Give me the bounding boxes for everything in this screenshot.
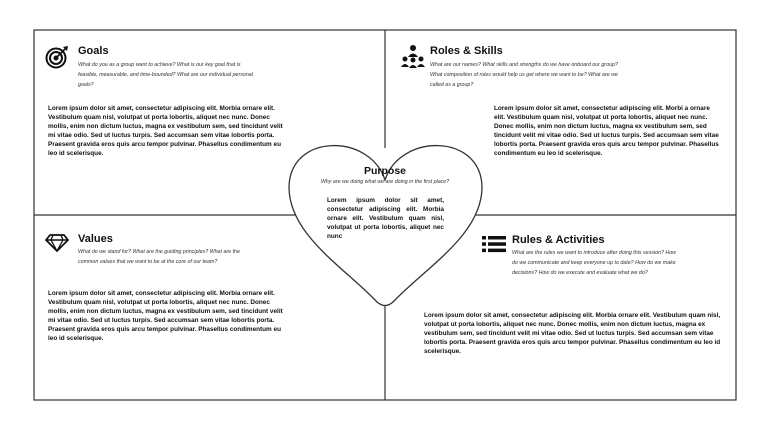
values-title: Values	[78, 233, 113, 245]
goals-title: Goals	[78, 45, 109, 57]
rules-title: Rules & Activities	[512, 234, 605, 246]
target-icon	[45, 45, 69, 69]
roles-body: Lorem ipsum dolor sit amet, consectetur adipiscing elit. Morbi a ornare elit. Vestibulum quam nisl, volutpat ut porta lobortis, aliquet nec nunc. Donec mollis, enim non dictum luctus, magna ex vestibulum sem, sed tincidunt velit mi vitae odio. Sed ut luctus turpis. Sed accumsan sem vitae lobortis porta. Praesent gravida eros quis arcu tempor pulvinar. Phasellus condimentum eu leo id scelerisque.	[494, 105, 719, 158]
goals-body: Lorem ipsum dolor sit amet, consectetur adipiscing elit. Morbia ornare elit. Vestibulum quam nisl, volutpat ut porta lobortis, aliquet nec nunc. Donec mollis, enim non dictum luctus, magna ex vestibulum sem, sed tincidunt velit mi vitae odio. Sed ut luctus turpis. Sed accumsan sem vitae lobortis porta. Praesent gravida eros quis arcu tempor pulvinar. Phasellus condimentum eu leo id scelerisque.	[48, 105, 283, 158]
values-body: Lorem ipsum dolor sit amet, consectetur adipiscing elit. Morbia ornare elit. Vestibulum quam nisl, volutpat ut porta lobortis, aliquet nec nunc. Donec mollis, enim non dictum luctus, magna ex vestibulum sem, sed tincidunt velit mi vitae odio. Sed ut luctus turpis. Sed accumsan sem vitae lobortis porta. Praesent gravida eros quis arcu tempor pulvinar. Phasellus condimentum eu leo id scelerisque.	[48, 290, 283, 343]
team-icon	[401, 44, 425, 70]
purpose-body: Lorem ipsum dolor sit amet, consectetur adipiscing elit. Morbia ornare elit. Vestibulum quam nisl, volutpat ut porta lobortis, aliquet nec nunc	[327, 197, 444, 241]
rules-prompt: What are the rules we want to introduce after doing this session? How do we communicate and keep everyone up to date? How do we make decisions? How do we execute and evaluate what we do?	[512, 250, 676, 277]
roles-prompt: What are our names? What skills and strengths do we have onboard our group? What composition of roles would help us get where we want to be? What are we called as a group?	[430, 62, 618, 89]
list-icon	[482, 235, 506, 253]
diamond-icon	[45, 234, 69, 252]
rules-body: Lorem ipsum dolor sit amet, consectetur adipiscing elit. Morbia ornare elit. Vestibulum quam nisl, volutpat ut porta lobortis, aliquet nec nunc. Donec mollis, enim non dictum luctus, magna ex vestibulum sem, sed tincidunt velit mi vitae odio. Sed ut luctus turpis. Sed accumsan sem vitae lobortis porta. Praesent gravida eros quis arcu tempor pulvinar. Phasellus condimentum eu leo id scelerisque.	[424, 312, 721, 356]
values-prompt: What do we stand for? What are the guiding principles? What are the common values that we want to be at the core of our team?	[78, 249, 240, 266]
goals-prompt: What do you as a group want to achieve? What is our key goal that is feasible, measurable, and time-bounded? What are our individual personal goals?	[78, 62, 253, 89]
purpose-title: Purpose	[363, 165, 406, 177]
purpose-prompt: Why are we doing what we are doing in the first place?	[320, 179, 450, 185]
roles-title: Roles & Skills	[430, 45, 503, 57]
